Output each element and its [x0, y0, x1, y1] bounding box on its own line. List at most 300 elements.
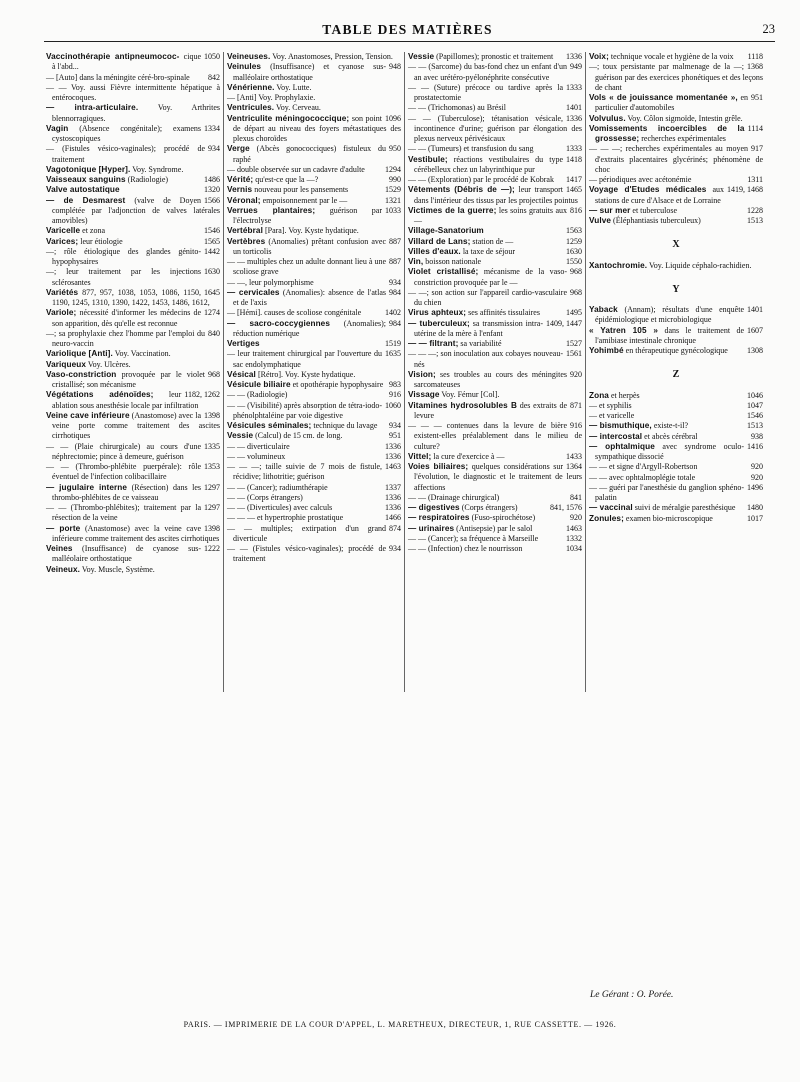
page-reference: 1527 [563, 339, 582, 349]
entry-text: —; toux persistante par malmenage de la —; guérison par des exercices phonétiques et des leçons de chant [589, 62, 763, 92]
page-reference: 887 [386, 257, 401, 267]
index-entry [227, 237, 401, 258]
entry-keyword: Variqueux [46, 359, 87, 369]
index-entry [589, 185, 763, 206]
section-letter: Y [672, 283, 680, 295]
entry-keyword: — porte [46, 523, 81, 533]
entry-keyword: Vestibule; [408, 154, 448, 164]
entry-text: sa variabilité [460, 339, 502, 348]
page-reference: 984 [386, 288, 401, 298]
entry-text: — [Anti] Voy. Prophylaxie. [227, 93, 316, 102]
page-reference: 1417 [563, 175, 582, 185]
entry-text: — — guéri par l'anesthésie du ganglion sphéno-palatin [589, 482, 744, 502]
entry-keyword: Villard de Lans; [408, 236, 471, 246]
entry-text: — périodiques avec acétonémie [589, 175, 692, 184]
index-entry [408, 83, 582, 104]
page-reference: 1311 [744, 175, 763, 185]
index-entry [408, 513, 582, 523]
index-entry [227, 93, 401, 103]
entry-text: réactions vestibulaires du type cérébelleux chez un labyrinthique pur [414, 154, 563, 174]
entry-text: — — —; son inoculation aux cobayes nouveau-nés [408, 349, 563, 369]
index-entry [589, 326, 763, 347]
page-reference: 934 [386, 421, 401, 431]
index-entry [227, 349, 401, 370]
entry-text: — — (Plaie chirurgicale) au cours d'une néphrectomie; pince à demeure, guérison [46, 441, 201, 461]
section-letter: Z [672, 369, 680, 381]
entry-keyword: — cervicales [227, 287, 280, 297]
page-reference: 920 [748, 473, 763, 483]
index-entry [46, 124, 220, 145]
index-entry [589, 514, 763, 524]
index-entry [408, 237, 582, 247]
page-reference: 874 [386, 524, 401, 534]
page-reference: 1561 [563, 349, 582, 359]
entry-keyword: Villes d'eaux. [408, 246, 461, 256]
index-entry [408, 114, 582, 145]
page-reference: 968 [567, 267, 582, 277]
entry-keyword: Vernis [227, 185, 253, 195]
page-reference: 1096 [382, 114, 401, 124]
page-reference: 1228 [744, 206, 763, 216]
page-reference: 1294 [382, 165, 401, 175]
entry-text: (Anomalies): absence de l'atlas et de l'axis [233, 287, 387, 307]
page-reference: 951 [386, 431, 401, 441]
entry-text: — — (Radiologie) [227, 390, 288, 400]
entry-text: — — — contenues dans la levure de bière existent-elles préalablement dans le milieu de culture? [408, 421, 582, 451]
entry-text: (Corps étrangers) [461, 503, 518, 512]
index-entry [46, 83, 220, 104]
entry-keyword: — tuberculeux; [408, 318, 470, 328]
page-reference: 1645 [201, 288, 220, 298]
index-column-1 [46, 52, 220, 575]
entry-keyword: Variole; [46, 308, 77, 318]
entry-keyword: Variolique [Anti]. [46, 349, 113, 359]
entry-text: —; leur traitement par les injections sclérosantes [46, 267, 201, 287]
page-reference: 951 [748, 93, 763, 103]
index-entry [227, 544, 401, 565]
index-entry [46, 226, 220, 236]
index-entry [227, 288, 401, 309]
page-reference: 841, 1576 [547, 503, 582, 513]
index-entry [46, 524, 220, 545]
index-entry [408, 462, 582, 493]
index-entry [589, 421, 763, 431]
page-reference: 1419, 1468 [724, 185, 763, 195]
index-entry [589, 175, 763, 185]
entry-text: Voy. Fémur [Col]. [441, 390, 500, 400]
entry-text: Voy. Lutte. [276, 82, 312, 92]
index-entry [589, 401, 763, 411]
page-title: TABLE DES MATIÈRES [322, 22, 493, 37]
index-entry [227, 257, 401, 278]
index-entry [408, 185, 582, 206]
entry-text: (Calcul) de 15 cm. de long. [255, 431, 343, 441]
index-entry [46, 185, 220, 195]
entry-keyword: — sacro-coccygiennes [227, 318, 330, 328]
entry-text: — — multiples chez un adulte donnant lieu à une scoliose grave [227, 257, 386, 277]
entry-keyword: — respiratoires [408, 513, 470, 523]
index-entry [46, 175, 220, 185]
index-entry [589, 305, 763, 326]
entry-keyword: Vissage [408, 390, 440, 400]
entry-keyword: Veines [46, 544, 73, 553]
index-entry [46, 165, 220, 175]
page-reference: 1563 [563, 226, 582, 236]
page-reference: 917 [748, 144, 763, 154]
index-entry [46, 308, 220, 329]
index-entry [227, 390, 401, 400]
index-entry [589, 391, 763, 401]
entry-keyword: Variétés [46, 287, 79, 297]
entry-keyword: Varicelle [46, 226, 81, 236]
column-divider [223, 52, 224, 692]
entry-text: quelques considérations sur l'évolution, le diagnostic et le traitement de leurs affections [414, 462, 582, 492]
entry-text: — et syphilis [589, 400, 632, 410]
entry-keyword: Vénérienne. [227, 82, 275, 92]
index-entry [408, 319, 582, 340]
page-reference: 1496 [744, 483, 763, 493]
entry-text: guérison par l'électrolyse [233, 205, 383, 225]
entry-keyword: Virus aphteux; [408, 308, 467, 318]
page-reference: 1114 [745, 124, 763, 134]
page-reference: 1418 [563, 155, 582, 165]
page-reference: 1466 [382, 513, 401, 523]
index-entry [46, 360, 220, 370]
index-entry [589, 261, 763, 271]
entry-text: Voy. Muscle, Système. [81, 564, 155, 574]
index-entry [589, 124, 763, 145]
page-reference: 1050 [201, 52, 220, 62]
entry-text: — [Auto] dans la méningite céré-bro-spinale [46, 72, 190, 82]
page-reference: 1033 [382, 206, 401, 216]
page-reference: 1182, 1262 [181, 390, 220, 400]
index-entry [227, 62, 401, 83]
index-entry [227, 278, 401, 288]
entry-text: en particulier d'automobiles [595, 93, 748, 113]
page-reference: 841 [567, 493, 582, 503]
entry-text: — — avec ophtalmoplégie totale [589, 472, 696, 482]
entry-keyword: — digestives [408, 503, 460, 512]
page-reference: 938 [748, 432, 763, 442]
page-reference: 1222 [201, 544, 220, 554]
index-entry [408, 103, 582, 113]
entry-keyword: Vittel; [408, 451, 432, 461]
entry-text: Voy. Ulcères. [87, 359, 131, 369]
index-entry [227, 452, 401, 462]
index-entry [408, 226, 582, 236]
page-reference: 1046 [744, 391, 763, 401]
index-entry [227, 206, 401, 227]
entry-text: — — diverticulaire [227, 441, 290, 451]
entry-keyword: Voyage d'Etudes médicales [589, 185, 707, 195]
entry-text: technique vocale et hygiène de la voix [610, 52, 734, 61]
index-entry [589, 216, 763, 226]
index-entry [227, 175, 401, 185]
page-reference: 1635 [382, 349, 401, 359]
page-reference: 948 [386, 62, 401, 72]
index-entry [227, 380, 401, 390]
entry-text: — — —; taille suivie de 7 mois de fistule, récidive; lithotritie; guérison [227, 462, 382, 482]
entry-keyword: — intra-articulaire. [46, 103, 139, 113]
entry-text: station de — [472, 236, 514, 246]
index-entry [227, 370, 401, 380]
page-reference: 840 [205, 329, 220, 339]
entry-text: 877, 957, 1038, 1053, 1086, 1150, 1190, 1245, 1310, 1390, 1422, 1453, 1486, 1612, [52, 287, 210, 307]
page-reference: 1398 [201, 524, 220, 534]
entry-text: sa transmission intra-utérine de la mère à l'enfant [414, 318, 543, 338]
index-entry [46, 247, 220, 268]
entry-text: — — (Corps étrangers) [227, 492, 303, 502]
entry-keyword: Ventricules. [227, 103, 275, 113]
page-reference: 1529 [382, 185, 401, 195]
page-reference: 1416 [744, 442, 763, 452]
page-reference: 1308 [744, 346, 763, 356]
entry-keyword: Vitamines hydrosolubles B [408, 400, 517, 410]
page-reference: 990 [386, 175, 401, 185]
entry-text: — et varicelle [589, 411, 635, 420]
page-reference: 1336 [563, 114, 582, 124]
entry-text: — — (Cancer); sa fréquence à Marseille [408, 533, 539, 543]
entry-text: provoquée par le violet cristallisé; son mécanisme [52, 369, 205, 389]
entry-text: Voy. Syndrome. [132, 164, 184, 174]
entry-text: (Papillomes); pronostic et traitement [436, 52, 554, 61]
entry-text: et herpès [610, 390, 640, 400]
page-reference: 1398 [201, 411, 220, 421]
entry-text: leur ablation sous anesthésie locale par infiltration [52, 390, 199, 410]
entry-keyword: Vomissements incoercibles de la grossesse; [589, 123, 745, 143]
page-reference: 1118 [745, 52, 763, 62]
entry-keyword: Vérité; [227, 175, 254, 184]
entry-text: et abcès cérébral [644, 431, 698, 441]
page-reference: 1463 [382, 462, 401, 472]
index-entry [46, 237, 220, 247]
index-entry [408, 390, 582, 400]
index-entry [46, 144, 220, 165]
column-divider [404, 52, 405, 692]
index-entry [227, 308, 401, 318]
index-entry [46, 349, 220, 359]
page-reference: 1047 [744, 401, 763, 411]
entry-text: — — (Sarcome) du bas-fond chez un enfant d'un an avec urétéro-pyélonéphrite consécutive [408, 62, 567, 82]
page-reference: 934 [386, 278, 401, 288]
page-reference: 1336 [382, 452, 401, 462]
index-entry [46, 462, 220, 483]
page-reference: 983 [386, 380, 401, 390]
page-reference: 1297 [201, 483, 220, 493]
entry-keyword: Vagotonique [Hyper]. [46, 164, 131, 174]
index-column-4 [589, 52, 763, 524]
index-entry [227, 483, 401, 493]
entry-keyword: Vols « de jouissance momentanée », [589, 93, 738, 102]
entry-text: (Anomalies) prêtant confusion avec un torticolis [233, 236, 386, 256]
index-entry [589, 62, 763, 93]
entry-keyword: Vessie [408, 52, 435, 61]
entry-keyword: Valve autostatique [46, 185, 120, 195]
entry-text: (Absence congénitale); examens cystoscopiques [52, 123, 202, 143]
entry-text: (Anastomose) avec la veine cave inférieure comme traitement des ascites cirrhotiques [52, 523, 220, 543]
entry-text: (Insuffisance) et cyanose sus-malléolaire orthostatique [233, 62, 386, 82]
index-entry [227, 52, 401, 62]
entry-keyword: Vésical [227, 369, 256, 379]
entry-text: nouveau pour les pansements [254, 185, 349, 195]
entry-keyword: Xantochromie. [589, 260, 648, 270]
index-entry [227, 513, 401, 523]
index-entry [46, 390, 220, 411]
entry-text: (Abcès gonococciques) fistuleux du raphé [233, 144, 387, 164]
index-entry [46, 329, 220, 350]
index-entry [408, 206, 582, 227]
page-reference: 1060 [382, 401, 401, 411]
index-entry [589, 52, 763, 62]
entry-text: examen bio-microscopique [625, 513, 713, 523]
page-reference: 887 [386, 237, 401, 247]
page-reference: 1320 [201, 185, 220, 195]
index-entry [227, 421, 401, 431]
index-entry [227, 114, 401, 145]
index-entry [408, 452, 582, 462]
entry-keyword: Vertiges [227, 339, 260, 348]
entry-keyword: Violet cristallisé; [408, 267, 479, 277]
index-entry [408, 503, 582, 513]
index-entry [408, 62, 582, 83]
entry-keyword: Vessie [227, 431, 254, 441]
page-reference: 1513 [744, 421, 763, 431]
index-entry [589, 462, 763, 472]
footer-gerant: Le Gérant : O. Porée. [590, 990, 674, 1000]
index-entry [227, 503, 401, 513]
entry-keyword: Veinules [227, 62, 262, 72]
entry-text: Voy. Cerveau. [276, 103, 321, 113]
entry-text: — — multiples; extirpation d'un grand diverticule [227, 523, 386, 543]
page-reference: 950 [386, 144, 401, 154]
entry-text: — — (Exploration) par le procédé de Kobrak [408, 175, 554, 184]
entry-text: — — (Infection) chez le nourrisson [408, 544, 523, 553]
page-reference: 920 [567, 513, 582, 523]
index-entry [408, 247, 582, 257]
entry-keyword: — vaccinal [589, 503, 633, 513]
entry-keyword: Vaccinothérapie antipneumococ- [46, 52, 180, 61]
page-header [40, 22, 775, 42]
page-reference: 816 [567, 206, 582, 216]
entry-text: (Fuso-spirochétose) [471, 513, 536, 523]
index-entry [589, 483, 763, 504]
index-entry [46, 483, 220, 504]
entry-text: Voy. Arthrites blennorragiques. [52, 103, 220, 123]
page-reference: 1550 [563, 257, 582, 267]
page-reference: 934 [205, 144, 220, 154]
page-reference: 1321 [382, 196, 401, 206]
page-reference: 1017 [744, 514, 763, 524]
entry-text: — — (Diverticules) avec calculs [227, 503, 333, 512]
index-entry [408, 257, 582, 267]
page-reference: 1495 [563, 308, 582, 318]
entry-text: (Anastomose) avec la veine porte comme traitement des ascites cirrhotiques [52, 410, 220, 441]
entry-keyword: Zonules; [589, 513, 624, 523]
entry-text: ses troubles au cours des méningites sarcomateuses [414, 369, 567, 389]
entry-text: avec syndrome oculo-sympathique dissocié [595, 441, 745, 461]
page-reference: 916 [567, 421, 582, 431]
entry-text: — —, leur polymorphisme [227, 277, 314, 287]
entry-text: — — (Visibilité) après absorption de tétra-iodo-phénolphtaléine par voie digestive [227, 400, 382, 420]
page-reference: 1401 [563, 103, 582, 113]
index-entry [46, 52, 220, 73]
entry-text: aux stations de cure d'Alsace et de Lorraine [595, 185, 724, 205]
entry-keyword: Volvulus. [589, 113, 626, 123]
entry-text: Voy. Vaccination. [114, 349, 171, 359]
index-entry [227, 103, 401, 113]
entry-text: (Anomalies); réduction numérique [233, 318, 386, 338]
page-reference: 1336 [563, 52, 582, 62]
entry-keyword: Zona [589, 390, 609, 400]
entry-text: (Résection) dans les thrombo-phlébites de ce vaisseau [52, 482, 201, 502]
page-reference: 934 [386, 544, 401, 554]
index-entry [227, 185, 401, 195]
page-reference: 920 [748, 462, 763, 472]
entry-keyword: Yohimbé [589, 346, 624, 355]
index-entry [46, 288, 220, 309]
entry-keyword: — intercostal [589, 431, 643, 441]
page-reference: 1368 [744, 62, 763, 72]
entry-keyword: Vulve [589, 216, 612, 225]
entry-keyword: — de Desmarest [46, 195, 126, 205]
entry-text: — —; son action sur l'appareil cardio-vasculaire du chien [408, 287, 567, 307]
entry-text: (Radiologie) [127, 175, 169, 184]
index-entry [46, 73, 220, 83]
entry-keyword: Ventriculite méningococcique; [227, 113, 350, 123]
entry-text: et opothérapie hypophysaire [292, 380, 384, 389]
page-reference: 1486 [201, 175, 220, 185]
entry-keyword: Veine cave inférieure [46, 410, 130, 420]
entry-keyword: Victimes de la guerre; [408, 205, 497, 215]
entry-keyword: « Yatren 105 » [589, 325, 659, 335]
index-entry [408, 524, 582, 534]
index-entry [589, 442, 763, 463]
entry-keyword: Veineuses. [227, 52, 271, 61]
entry-text: [Para]. Voy. Kyste hydatique. [264, 226, 359, 236]
entry-keyword: Vertèbres [227, 236, 266, 246]
entry-text: — — volumineux [227, 451, 286, 461]
entry-text: [Rétro]. Voy. Kyste hydatique. [257, 369, 356, 379]
entry-text: la taxe de séjour [462, 246, 516, 256]
page-reference: 1034 [563, 544, 582, 554]
entry-keyword: Végétations adénoïdes; [46, 390, 154, 400]
entry-text: mécanisme de la vaso-constriction provoquée par le — [414, 267, 568, 287]
page-reference: 1433 [563, 452, 582, 462]
page-reference: 1333 [563, 144, 582, 154]
entry-keyword: Vésicule biliaire [227, 380, 291, 389]
index-entry [227, 431, 401, 441]
entry-keyword: Vision; [408, 369, 436, 379]
entry-keyword: Vêtements (Débris de —); [408, 185, 515, 195]
entry-text: (Insuffisance) de cyanose sus-malléolaire orthostatique [52, 544, 202, 564]
index-entry [227, 339, 401, 349]
page-reference: 1401 [744, 305, 763, 315]
index-entry [589, 432, 763, 442]
entry-keyword: — sur mer [589, 205, 631, 215]
header-rule [44, 41, 775, 42]
page-reference: 1336 [382, 503, 401, 513]
index-entry [227, 144, 401, 165]
page-reference: 1336 [382, 442, 401, 452]
entry-keyword: — — filtrant; [408, 339, 459, 348]
entry-text: des extraits de levure [414, 400, 568, 420]
entry-text: — (Fistules vésico-vaginales); procédé de traitement [46, 144, 205, 164]
column-divider [585, 52, 586, 692]
page-reference: 1337 [382, 483, 401, 493]
entry-text: Voy. Côlon sigmoïde, Intestin grêle. [627, 113, 743, 123]
index-entry [589, 346, 763, 356]
page-reference: 1565 [201, 237, 220, 247]
